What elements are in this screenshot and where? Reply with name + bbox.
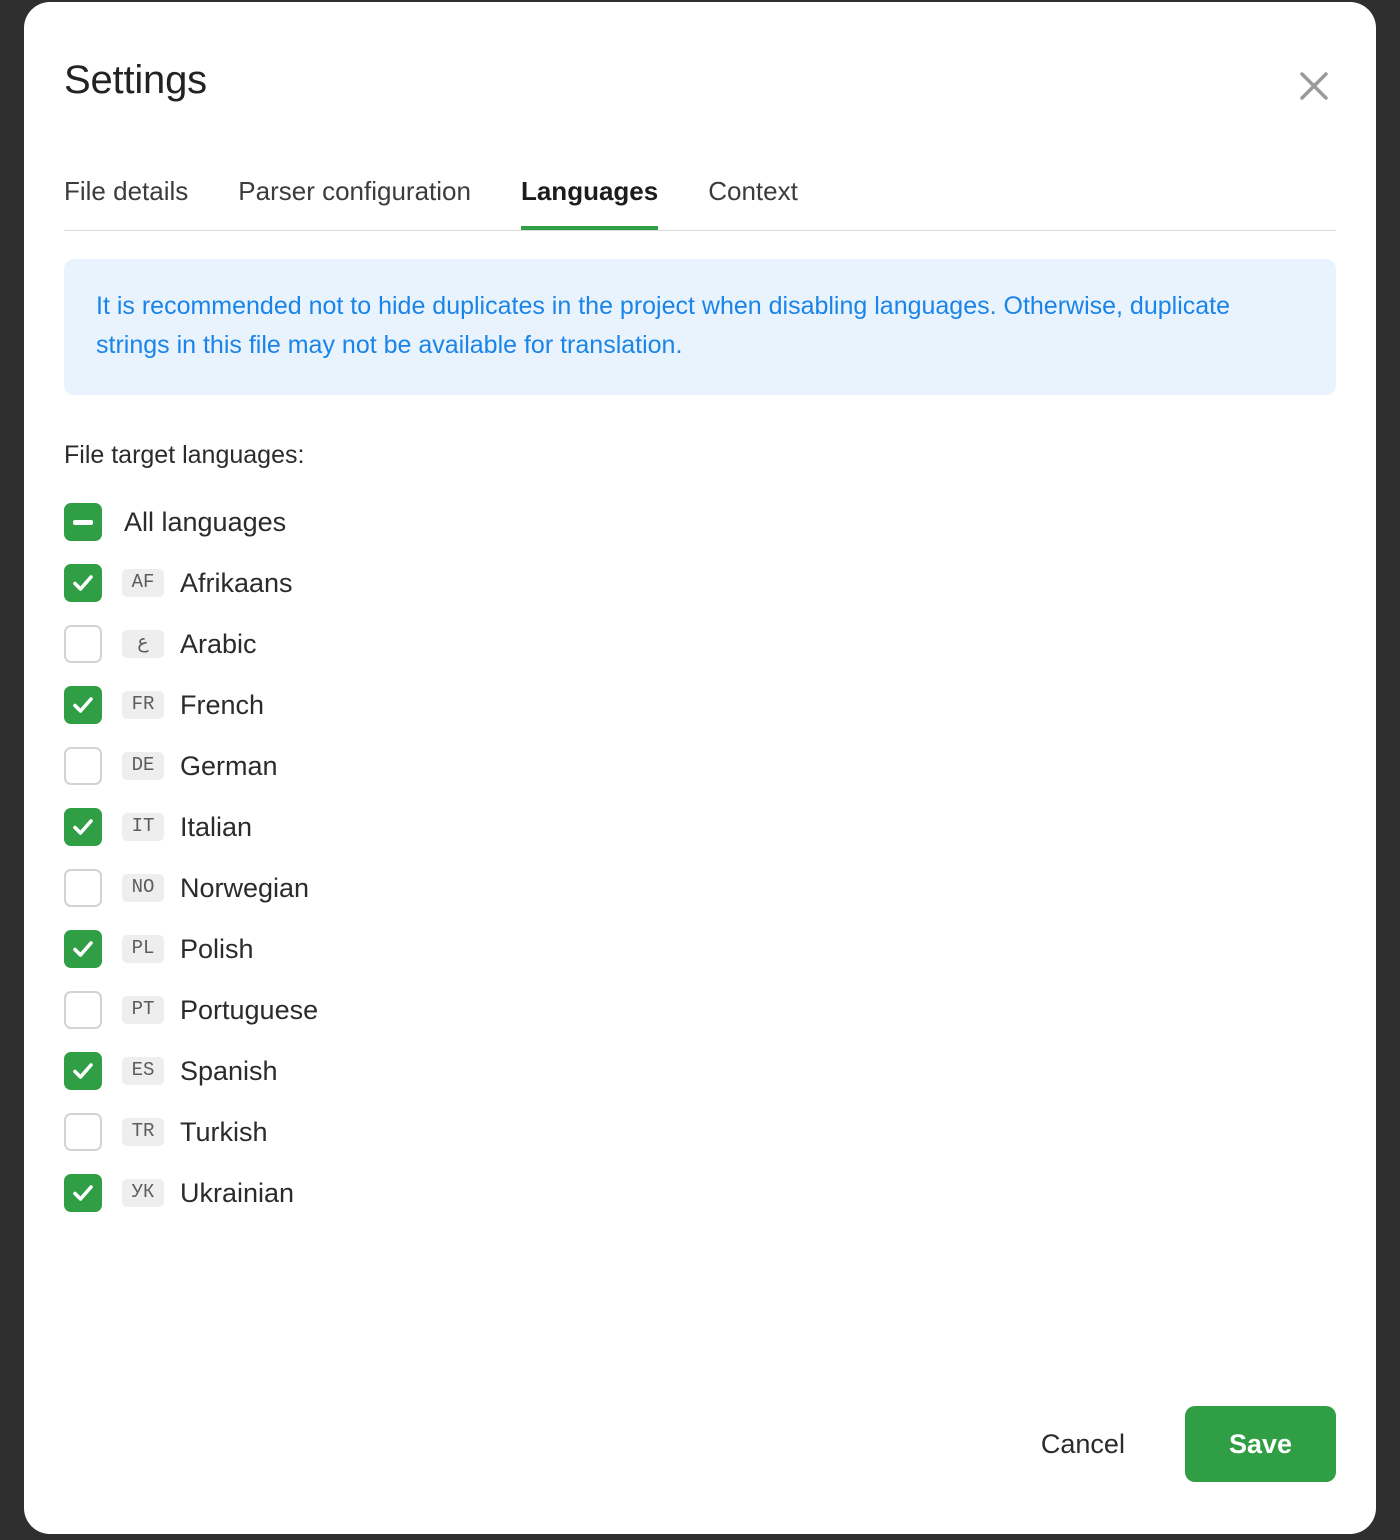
language-code-badge: PL — [122, 935, 164, 963]
language-code-badge: DE — [122, 752, 164, 780]
cancel-button[interactable]: Cancel — [1023, 1419, 1143, 1470]
checkbox-polish[interactable] — [64, 930, 102, 968]
checkbox-german[interactable] — [64, 747, 102, 785]
list-item-spanish[interactable] — [64, 1041, 1336, 1102]
checkbox-spanish[interactable] — [64, 1052, 102, 1090]
list-item-label: Norwegian — [180, 872, 310, 903]
language-code-badge: ES — [122, 1057, 164, 1085]
list-item-label: French — [180, 689, 265, 720]
language-list — [64, 492, 1336, 1224]
list-item-all-languages[interactable] — [64, 492, 1336, 553]
list-item-french[interactable] — [64, 675, 1336, 736]
language-code-badge: PT — [122, 996, 164, 1024]
language-code-badge: FR — [122, 691, 164, 719]
list-item-turkish[interactable] — [64, 1102, 1336, 1163]
checkbox-french[interactable] — [64, 686, 102, 724]
page-title: Settings — [64, 58, 207, 102]
file-target-languages-label: File target languages: — [64, 440, 305, 469]
list-item-italian[interactable] — [64, 797, 1336, 858]
checkbox-norwegian[interactable] — [64, 869, 102, 907]
list-item-label: Arabic — [180, 628, 257, 659]
save-button[interactable]: Save — [1185, 1406, 1336, 1482]
dialog-header — [24, 2, 1376, 100]
settings-dialog — [24, 2, 1376, 1534]
list-item-label: Turkish — [180, 1116, 268, 1147]
checkbox-arabic[interactable] — [64, 625, 102, 663]
checkbox-italian[interactable] — [64, 808, 102, 846]
list-item-label: Polish — [180, 933, 254, 964]
list-item-label: Italian — [180, 811, 253, 842]
tab-context[interactable]: Context — [708, 178, 798, 230]
list-item-label: All languages — [124, 506, 287, 537]
list-item-norwegian[interactable] — [64, 858, 1336, 919]
language-code-badge: IT — [122, 813, 164, 841]
info-banner: It is recommended not to hide duplicates in the project when disabling languages. Otherwise, duplicate strings in this file may not be available for translation. — [64, 259, 1336, 395]
list-item-polish[interactable] — [64, 919, 1336, 980]
list-item-label: Ukrainian — [180, 1177, 295, 1208]
language-code-badge: TR — [122, 1118, 164, 1146]
list-item-arabic[interactable] — [64, 614, 1336, 675]
language-code-badge: ع — [122, 630, 164, 658]
checkbox-afrikaans[interactable] — [64, 564, 102, 602]
tab-file-details[interactable]: File details — [64, 178, 188, 230]
tab-parser-configuration[interactable]: Parser configuration — [238, 178, 471, 230]
close-icon[interactable] — [1292, 64, 1336, 108]
tab-bar — [64, 178, 1336, 231]
list-item-label: German — [180, 750, 278, 781]
tab-languages[interactable]: Languages — [521, 178, 658, 230]
dialog-footer — [1023, 1406, 1336, 1482]
list-item-label: Spanish — [180, 1055, 278, 1086]
list-item-label: Portuguese — [180, 994, 319, 1025]
language-code-badge: NO — [122, 874, 164, 902]
checkbox-turkish[interactable] — [64, 1113, 102, 1151]
list-item-afrikaans[interactable] — [64, 553, 1336, 614]
checkbox-ukrainian[interactable] — [64, 1174, 102, 1212]
list-item-german[interactable] — [64, 736, 1336, 797]
checkbox-portuguese[interactable] — [64, 991, 102, 1029]
list-item-label: Afrikaans — [180, 567, 293, 598]
list-item-ukrainian[interactable] — [64, 1163, 1336, 1224]
list-item-portuguese[interactable] — [64, 980, 1336, 1041]
language-code-badge: УК — [122, 1179, 164, 1207]
checkbox-all-languages[interactable] — [64, 503, 102, 541]
language-code-badge: AF — [122, 569, 164, 597]
